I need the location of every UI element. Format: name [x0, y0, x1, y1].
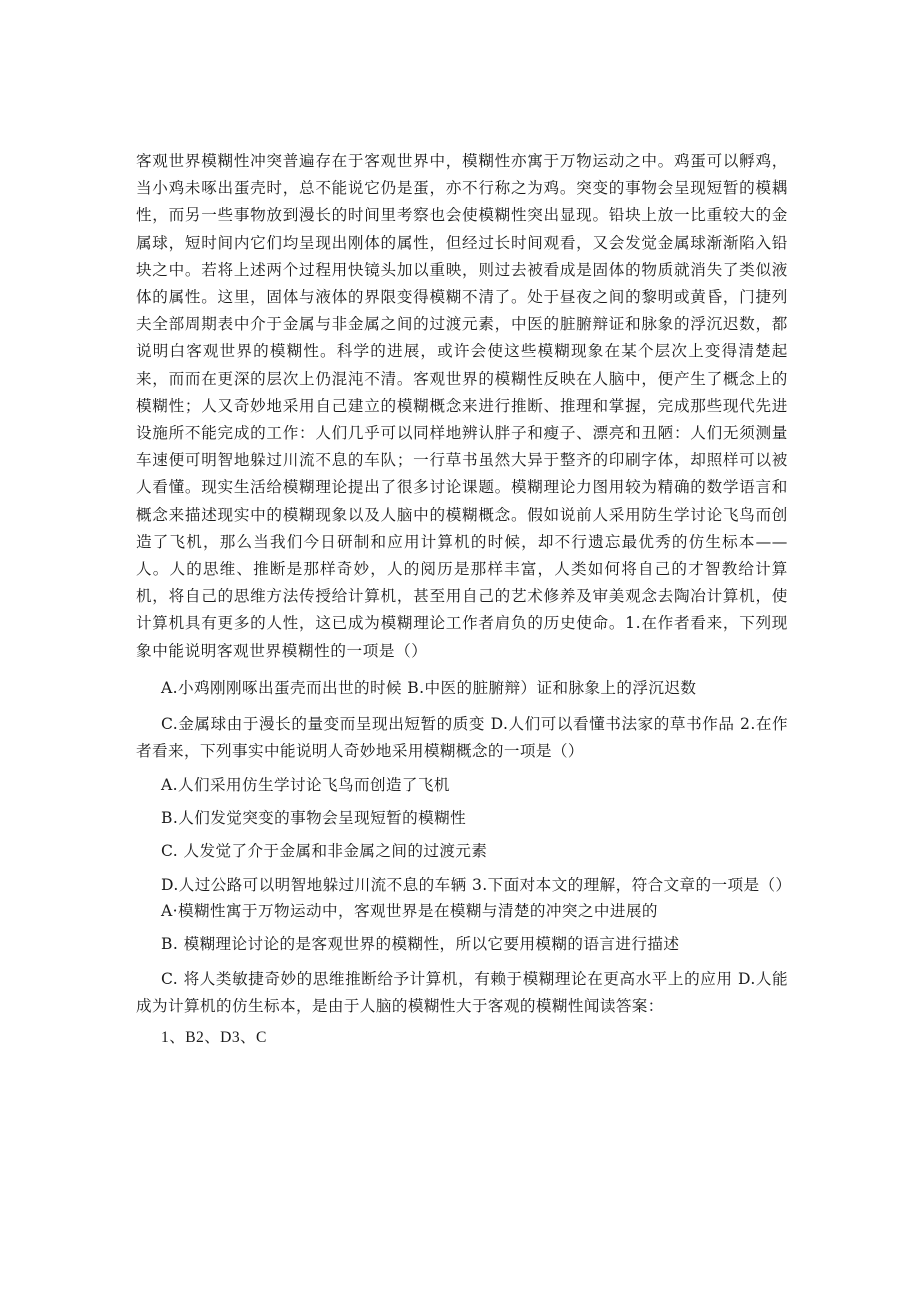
question-2-option-a: A.人们采用仿生学讨论飞鸟而创造了飞机: [161, 776, 450, 794]
question-1-options-cd-question-2: C.金属球由于漫长的量变而呈现出短暂的质变 D.人们可以看懂书法家的草书作品 2.在作者看来，下列事实中能说明人奇妙地采用模糊概念的一项是（）: [136, 715, 788, 761]
question-2-option-d-question-3: D.人过公路可以明智地躲过川流不息的车辆 3.下面对本文的理解，符合文章的一项是（）: [161, 876, 792, 894]
answer-key: 1、B2、D3、C: [161, 1029, 267, 1046]
question-2-option-c: C. 人发觉了介于金属和非金属之间的过渡元素: [161, 842, 488, 860]
reading-passage: 客观世界模糊性冲突普遍存在于客观世界中，模糊性亦寓于万物运动之中。鸡蛋可以孵鸡，当小鸡未啄出蛋壳时，总不能说它仍是蛋，亦不行称之为鸡。突变的事物会呈现短暂的模耦性，而另一些事物放到漫长的时间里考察也会使模糊性突出显现。铅块上放一比重较大的金属球，短时间内它们均呈现出刚体的属性，但经过长时间观看，又会发觉金属球渐渐陷入铅块之中。若将上述两个过程用快镜头加以重映，则过去被看成是固体的物质就消失了类似液体的属性。这里，固体与液体的界限变得模糊不清了。处于昼夜之间的黎明或黄昏，门捷列夫全部周期表中介于金属与非金属之间的过渡元素，中医的脏腑辩证和脉象的浮沉迟数，都说明白客观世界的模糊性。科学的进展，或许会使这些模糊现象在某个层次上变得清楚起来，而而在更深的层次上仍混沌不清。客观世界的模糊性反映在人脑中，便产生了概念上的模糊性；人又奇妙地采用自己建立的模糊概念来进行推断、推理和掌握，完成那些现代先进设施所不能完成的工作：人们几乎可以同样地辨认胖子和瘦子、漂亮和丑陋：人们无须测量车速便可明智地躲过川流不息的车队；一行草书虽然大异于整齐的印刷字体，却照样可以被人看懂。现实生活给模糊理论提出了很多讨论课题。模糊理论力图用较为精确的数学语言和概念来描述现实中的模糊现象以及人脑中的模糊概念。假如说前人采用防生学讨论飞鸟而创造了飞机，那么当我们今日研制和应用计算机的时候，却不行遗忘最优秀的仿生标本——人。人的思维、推断是那样奇妙，人的阅历是那样丰富，人类如何将自己的才智教给计算机，将自己的思维方法传授给计算机，甚至用自己的艺术修养及审美观念去陶冶计算机，使计算机具有更多的人性，这已成为模糊理论工作者肩负的历史使命。1.在作者看来，下列现象中能说明客观世界模糊性的一项是（）: [136, 152, 788, 660]
question-3-option-a: A·模糊性寓于万物运动中，客观世界是在模糊与清楚的冲突之中进展的: [161, 902, 658, 920]
question-3-option-b: B. 模糊理论讨论的是客观世界的模糊性，所以它要用模糊的语言进行描述: [161, 935, 680, 953]
question-2-option-b: B.人们发觉突变的事物会呈现短暂的模糊性: [161, 809, 467, 827]
question-3-options-cd-answers-label: C. 将人类敏捷奇妙的思维推断给予计算机，有赖于模糊理论在更高水平上的应用 D.人能成为计算机的仿生标本，是由于人脑的模糊性大于客观的模糊性闻读答案：: [136, 970, 788, 1016]
question-1-options-ab: A.小鸡刚刚啄出蛋壳而出世的时候 B.中医的脏腑辩）证和脉象上的浮沉迟数: [161, 679, 697, 697]
